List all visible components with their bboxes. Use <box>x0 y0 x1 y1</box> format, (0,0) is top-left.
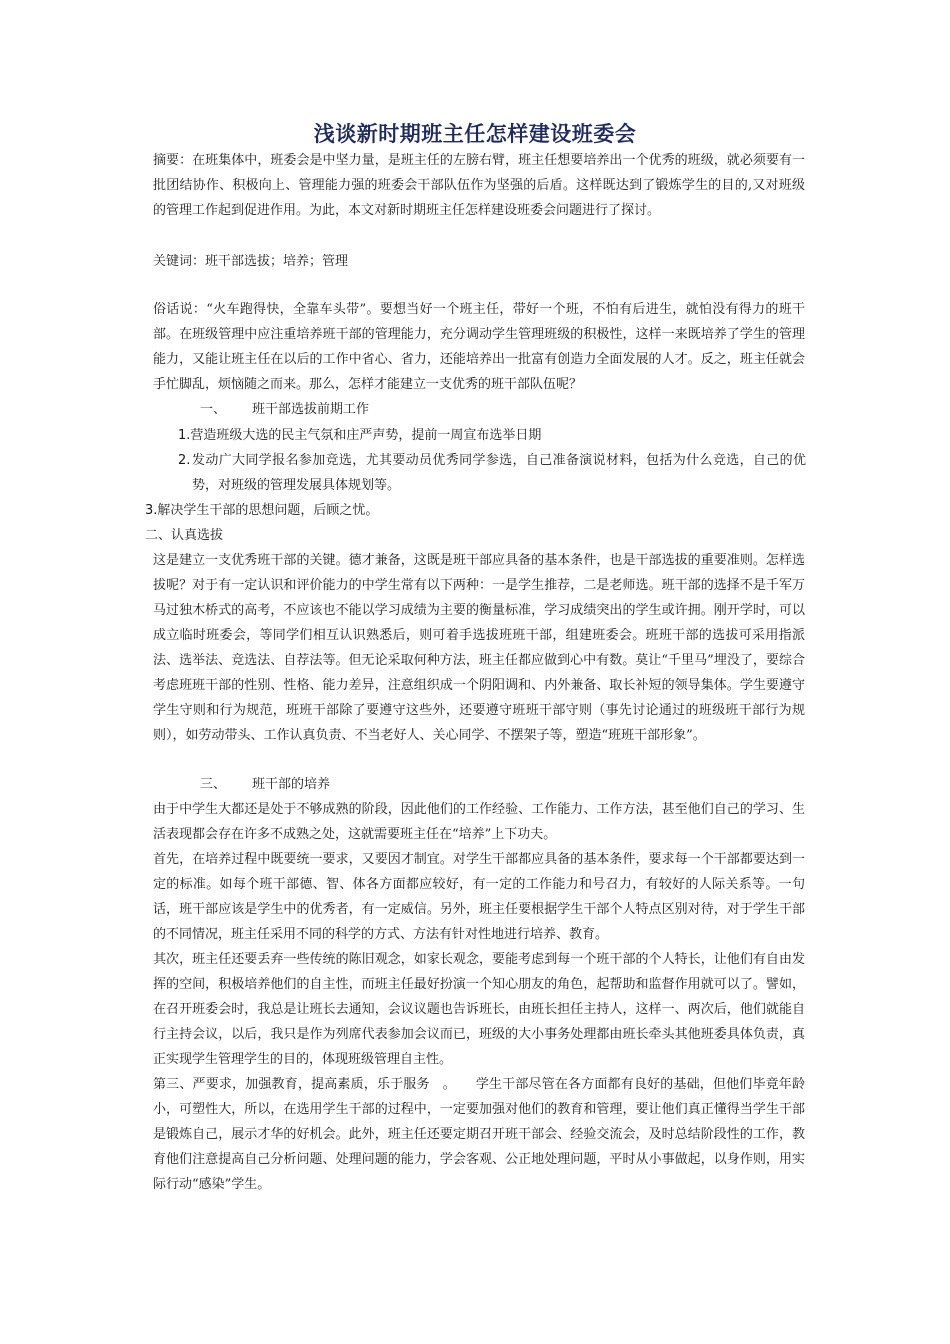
item-text: 发动广大同学报名参加竞选，尤其要动员优秀同学参选，自己准备演说材料，包括为什么竞选，自己的优势，对班级的管理发展具体规划等。 <box>192 453 806 493</box>
document-title: 浅谈新时期班主任怎样建设班委会 <box>313 122 637 146</box>
section3-paragraph-2: 首先，在培养过程中既要统一要求，又要因才制宜。对学生干部都应具备的基本条件，要求每一个干部都要达到一定的标准。如每个班干部德、智、体各方面都应较好，有一定的工作能力和号召力，有较好的人际关系等。一句话，班干部应该是学生中的优秀者，有一定威信。另外，班主任要根据学生干部个人特点区别对待，对于学生干部的不同情况，班主任采用不同的科学的方式、方法有针对性地进行培养、教育。 <box>153 852 805 942</box>
intro-paragraph: 俗话说：“火车跑得快，全靠车头带”。要想当好一个班主任，带好一个班，不怕有后进生，就怕没有得力的班干部。在班级管理中应注重培养班干部的管理能力，充分调动学生管理班级的积极性，这样一来既培养了学生的管理能力，又能让班主任在以后的工作中省心、省力，还能培养出一批富有创造力全面发展的人才。反之，班主任就会手忙脚乱，烦恼随之而来。那么，怎样才能建立一支优秀的班干部队伍呢？ <box>153 302 805 392</box>
abstract-paragraph: 摘要：在班集体中，班委会是中坚力量，是班主任的左膀右臂，班主任想要培养出一个优秀的班级，就必须要有一批团结协作、积极向上、管理能力强的班委会干部队伍作为坚强的后盾。这样既达到了锻炼学生的目的,又对班级的管理工作起到促进作用。为此，本文对新时期班主任怎样建设班委会问题进行了探讨。 <box>153 153 805 218</box>
section2-heading: 二、认真选拔 <box>145 528 224 543</box>
item-text: 解决学生干部的思想问题，后顾之忧。 <box>157 503 379 518</box>
section3-number: 三、 <box>200 777 227 792</box>
section3-title: 班干部的培养 <box>252 777 331 792</box>
section1-heading <box>200 397 369 422</box>
section1-title: 班干部选拔前期工作 <box>252 402 370 417</box>
section1-item-3 <box>145 498 378 523</box>
section3-paragraph-3: 其次，班主任还要丢弃一些传统的陈旧观念，如家长观念，要能考虑到每一个班干部的个人特长，让他们有自由发挥的空间，积极培养他们的自主性，而班主任最好扮演一个知心朋友的角色，起帮助和监督作用就可以了。譬如，在召开班委会时，我总是让班长去通知，会议议题也告诉班长，由班长担任主持人，这样一、两次后，他们就能自行主持会议，以后，我只是作为列席代表参加会议而已，班级的大小事务处理都由班长牵头其他班委具体负责，真正实现学生管理学生的目的，体现班级管理自主性。 <box>153 952 805 1067</box>
item-number: 1. <box>178 428 191 443</box>
item-number: 2. <box>178 453 191 468</box>
section1-item-2 <box>178 448 806 498</box>
keywords-line: 关键词：班干部选拔；培养；管理 <box>153 254 349 269</box>
section3-paragraph-1: 由于中学生大都还是处于不够成熟的阶段，因此他们的工作经验、工作能力、工作方法，甚至他们自己的学习、生活表现都会存在许多不成熟之处，这就需要班主任在“培养”上下功夫。 <box>153 802 805 842</box>
item-number: 3. <box>145 503 158 518</box>
section2-body: 这是建立一支优秀班干部的关键。德才兼备，这既是班干部应具备的基本条件，也是干部选拔的重要准则。怎样选拔呢？对于有一定认识和评价能力的中学生常有以下两种：一是学生推荐，二是老师选。班干部的选择不是千军万马过独木桥式的高考，不应该也不能以学习成绩为主要的衡量标准，学习成绩突出的学生或许拥。刚开学时，可以成立临时班委会，等同学们相互认识熟悉后，则可着手选拔班班干部，组建班委会。班班干部的选拔可采用指派法、选举法、竞选法、自荐法等。但无论采取何种方法，班主任都应做到心中有数。莫让“千里马”埋没了，要综合考虑班班干部的性别、性格、能力差异，注意组织成一个阴阳调和、内外兼备、取长补短的领导集体。学生要遵守学生守则和行为规范，班班干部除了要遵守这些外，还要遵守班班干部守则（事先讨论通过的班级班干部行为规则），如劳动带头、工作认真负责、不当老好人、关心同学、不摆架子等，塑造“班班干部形象”。 <box>153 553 805 743</box>
item-text: 营造班级大选的民主气氛和庄严声势，提前一周宣布选举日期 <box>190 428 542 443</box>
section1-number: 一、 <box>200 402 227 417</box>
section3-paragraph-4: 第三、严要求，加强教育，提高素质，乐于服务 。 学生干部尽管在各方面都有良好的基础，但他们毕竟年龄小，可塑性大，所以，在选用学生干部的过程中，一定要加强对他们的教育和管理，要让他们真正懂得当学生干部是锻炼自己，展示才华的好机会。此外，班主任还要定期召开班干部会、经验交流会，及时总结阶段性的工作，教育他们注意提高自己分析问题、处理问题的能力，学会客观、公正地处理问题，平时从小事做起，以身作则，用实际行动“感染”学生。 <box>153 1077 805 1192</box>
section1-item-1 <box>178 423 541 448</box>
section3-heading <box>200 772 330 797</box>
